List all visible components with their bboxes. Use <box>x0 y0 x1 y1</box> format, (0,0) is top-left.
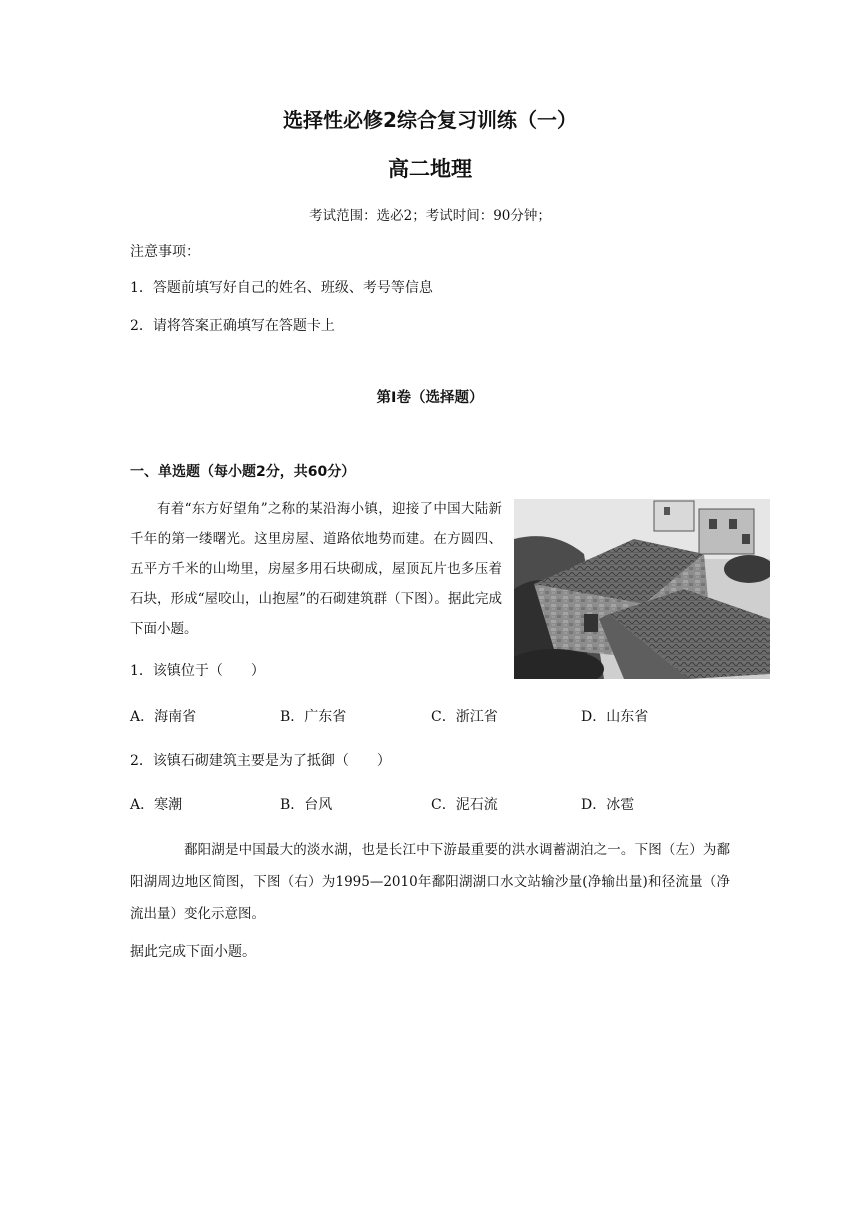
passage-stone-town: 有着“东方好望角”之称的某沿海小镇，迎接了中国大陆新千年的第一缕曙光。这里房屋、道路依地势而建。在方圆四、五平方千米的山坳里，房屋多用石块砌成，屋顶瓦片也多压着石块，形成“屋咬山，山抱屋”的石砌建筑群（下图）。据此完成下面小题。 <box>130 501 502 637</box>
part-heading: 一、单选题（每小题2分，共60分） <box>130 464 356 480</box>
document-subtitle: 高二地理 <box>388 157 472 181</box>
passage-instruction: 据此完成下面小题。 <box>130 944 256 960</box>
question-1-option-b[interactable]: B．广东省 <box>280 709 347 725</box>
question-2-option-d[interactable]: D．冰雹 <box>581 797 635 813</box>
exam-info: 考试范围：选必2；考试时间：90分钟； <box>309 208 551 224</box>
stone-houses-photo <box>514 499 770 679</box>
question-2-option-b[interactable]: B．台风 <box>280 797 333 813</box>
question-2-stem: 2．该镇石砌建筑主要是为了抵御（ ） <box>130 753 391 769</box>
question-2-option-a[interactable]: A．寒潮 <box>130 797 183 813</box>
question-1-option-c[interactable]: C．浙江省 <box>431 709 498 725</box>
question-1-option-a[interactable]: A．海南省 <box>130 709 197 725</box>
notice-item-1: 1．答题前填写好自己的姓名、班级、考号等信息 <box>130 280 433 296</box>
notice-heading: 注意事项： <box>130 244 200 260</box>
question-1-stem: 1．该镇位于（ ） <box>130 663 265 679</box>
question-2-option-c[interactable]: C．泥石流 <box>431 797 498 813</box>
section-title: 第Ⅰ卷（选择题） <box>376 390 484 406</box>
document-title: 选择性必修2综合复习训练（一） <box>283 108 577 132</box>
passage-poyang-lake: 鄱阳湖是中国最大的淡水湖，也是长江中下游最重要的洪水调蓄湖泊之一。下图（左）为鄱阳湖周边地区简图，下图（右）为1995—2010年鄱阳湖湖口水文站输沙量(净输出量)和径流量（净流出量）变化示意图。 <box>130 842 730 922</box>
notice-item-2: 2．请将答案正确填写在答题卡上 <box>130 318 335 334</box>
question-1-option-d[interactable]: D．山东省 <box>581 709 649 725</box>
